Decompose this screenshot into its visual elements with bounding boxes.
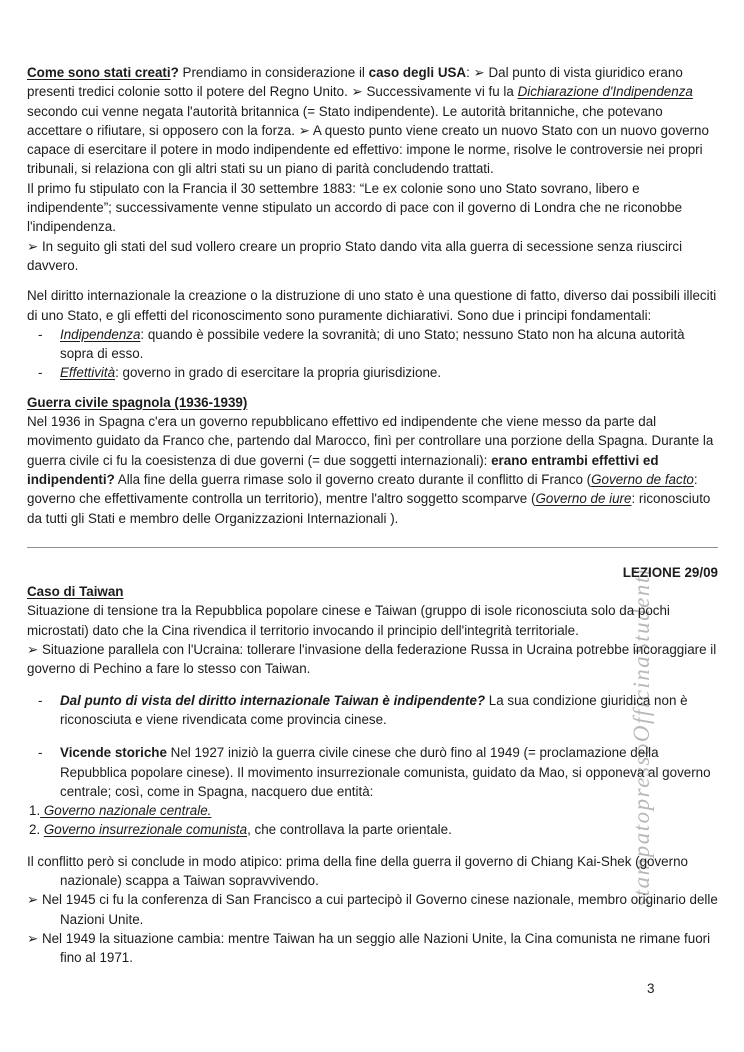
spacer	[27, 528, 718, 547]
spacer	[27, 840, 718, 852]
text-run: Effettività	[60, 365, 116, 381]
numbered-item	[27, 820, 718, 839]
text-run: secondo cui venne negata l'autorità britannica (= Stato indipendente). Le autorità britanniche, che potevano accettare o rifiutare, si opposero con la forza. ➢ A questo punto viene creato un nuovo Stato con un nuovo governo capace di esercitare il potere in modo indipendente ed effettivo: impone le norme, risolve le controversie nei propri tribunali, si relaziona con gli altri stati su un piano di parità concludendo trattati.	[27, 103, 709, 177]
bullet-marker: -	[38, 692, 43, 708]
text-run: : governo in grado di esercitare la propria giurisdizione.	[115, 365, 442, 381]
bullet-item	[27, 363, 718, 382]
paragraph	[27, 890, 718, 929]
paragraph	[27, 237, 718, 276]
text-run: Governo nazionale centrale.	[40, 803, 212, 819]
bullet-marker: -	[38, 365, 43, 381]
text-run: Governo insurrezionale comunista	[43, 822, 248, 838]
text-run: ➢ Nel 1945 ci fu la conferenza di San Francisco a cui partecipò il Governo cinese nazionale, membro originario delle Nazioni Unite.	[27, 892, 718, 927]
paragraph	[27, 640, 718, 679]
bullet-item	[27, 691, 718, 730]
spacer	[27, 679, 718, 691]
text-run: Vicende storiche	[60, 745, 167, 761]
text-run: Dichiarazione d'Indipendenza	[517, 84, 693, 100]
text-run: La sua condizione giuridica non è riconosciuta e viene rivendicata come provincia cinese.	[60, 692, 688, 727]
spacer	[27, 275, 718, 286]
lesson-label	[27, 563, 718, 582]
text-run: Nel diritto internazionale la creazione o la distruzione di uno stato è una questione di fatto, diverso dai possibili illeciti di uno Stato, e gli effetti del riconoscimento sono puramente dichiarativi. Sono due i principi fondamentali:	[27, 288, 717, 323]
text-run: : riconosciuto da tutti gli Stati e membro delle Organizzazioni Internazionali ).	[27, 491, 711, 526]
text-run: , che controllava la parte orientale.	[247, 822, 452, 838]
paragraph	[27, 412, 718, 528]
paragraph	[27, 601, 718, 640]
numbered-item	[27, 801, 718, 820]
bullet-marker: -	[38, 745, 43, 761]
text-run: caso degli USA	[368, 65, 467, 80]
text-run: Situazione di tensione tra la Repubblica popolare cinese e Taiwan (gruppo di isole riconosciuta solo da pochi microstati) dato che la Cina rivendica il territorio invocando il principio dell'integrità territoriale.	[27, 603, 670, 638]
text-run: 1.	[29, 803, 41, 819]
text-run: Nel 1936 in Spagna c'era un governo repubblicano effettivo ed indipendente che viene messo da parte dal movimento guidato da Franco che, partendo dal Marocco, finì per controllare una porzione della Spagna. Durante la guerra civile ci fu la coesistenza di due governi (= due soggetti internazionali):	[27, 414, 714, 468]
text-run: Il conflitto però si conclude in modo atipico: prima della fine della guerra il governo di Chiang Kai-Shek (governo nazionale) scappa a Taiwan sopravvivendo.	[27, 853, 688, 888]
text-run: ➢ Situazione parallela con l'Ucraina: tollerare l'invasione della federazione Russa in Ucraina potrebbe incoraggiare il governo di Pechino a fare lo stesso con Taiwan.	[27, 642, 717, 677]
text-run: erano entrambi effettivi ed indipendenti?	[27, 452, 659, 487]
text-run: Dal punto di vista del diritto internazionale Taiwan è indipendente?	[60, 692, 486, 708]
spacer	[27, 729, 718, 743]
text-run: Nel 1927 iniziò la guerra civile cinese che durò fino al 1949 (= proclamazione della Repubblica popolare cinese). Il movimento insurrezionale comunista, guidato da Mao, si opponeva al governo centrale; così, come in Spagna, nacquero due entità:	[60, 745, 711, 799]
text-run: 2.	[29, 822, 44, 838]
bullet-item	[27, 325, 718, 364]
text-run: Alla fine della guerra rimase solo il governo creato durante il conflitto di Franco (	[114, 471, 592, 487]
text-run: Guerra civile spagnola (1936-1939)	[27, 394, 248, 410]
section-heading	[27, 582, 718, 601]
text-run: ?	[170, 65, 179, 80]
text-run: Il primo fu stipulato con la Francia il 30 settembre 1883: “Le ex colonie sono uno Stato sovrano, libero e indipendente”; successivamente venne stipulato un accordo di pace con il governo di Londra che ne riconobbe l'indipendenza.	[27, 180, 683, 235]
paragraph	[27, 929, 718, 968]
text-run: : ➢ Dal punto di vista giuridico erano presenti tredici colonie sotto il potere del Regno Unito. ➢ Successivamente vi fu la	[27, 65, 683, 100]
watermark: stampatopressoOfficinaStudenti	[629, 567, 654, 907]
document-content	[27, 63, 718, 967]
bullet-item	[27, 743, 718, 801]
spacer	[27, 383, 718, 393]
paragraph	[27, 852, 718, 891]
text-run: ➢ Nel 1949 la situazione cambia: mentre Taiwan ha un seggio alle Nazioni Unite, la Cina comunista ne rimane fuori fino al 1971.	[27, 930, 711, 966]
paragraph	[27, 286, 718, 325]
text-run: : governo che effettivamente controlla un territorio), mentre l'altro soggetto scomparve (	[27, 471, 698, 507]
text-run: Caso di Taiwan	[27, 584, 124, 600]
paragraph	[27, 179, 718, 237]
paragraph	[27, 63, 718, 179]
text-run: ➢ In seguito gli stati del sud vollero creare un proprio Stato dando vita alla guerra di secessione senza riuscirci davvero.	[27, 238, 683, 273]
text-run: : quando è possibile vedere la sovranità; di uno Stato; nessuno Stato non ha alcuna autorità sopra di esso.	[60, 326, 685, 362]
text-run: Governo de iure	[535, 491, 632, 507]
section-heading	[27, 393, 718, 412]
bullet-marker: -	[38, 326, 43, 342]
text-run: Prendiamo in considerazione il	[178, 65, 369, 80]
text-run: Come sono stati creati	[27, 65, 171, 80]
text-run: Governo de facto	[591, 471, 694, 487]
text-run: Indipendenza	[60, 326, 141, 342]
text-run: LEZIONE 29/09	[622, 564, 718, 580]
page-number: 3	[647, 981, 655, 996]
spacer	[27, 548, 718, 563]
